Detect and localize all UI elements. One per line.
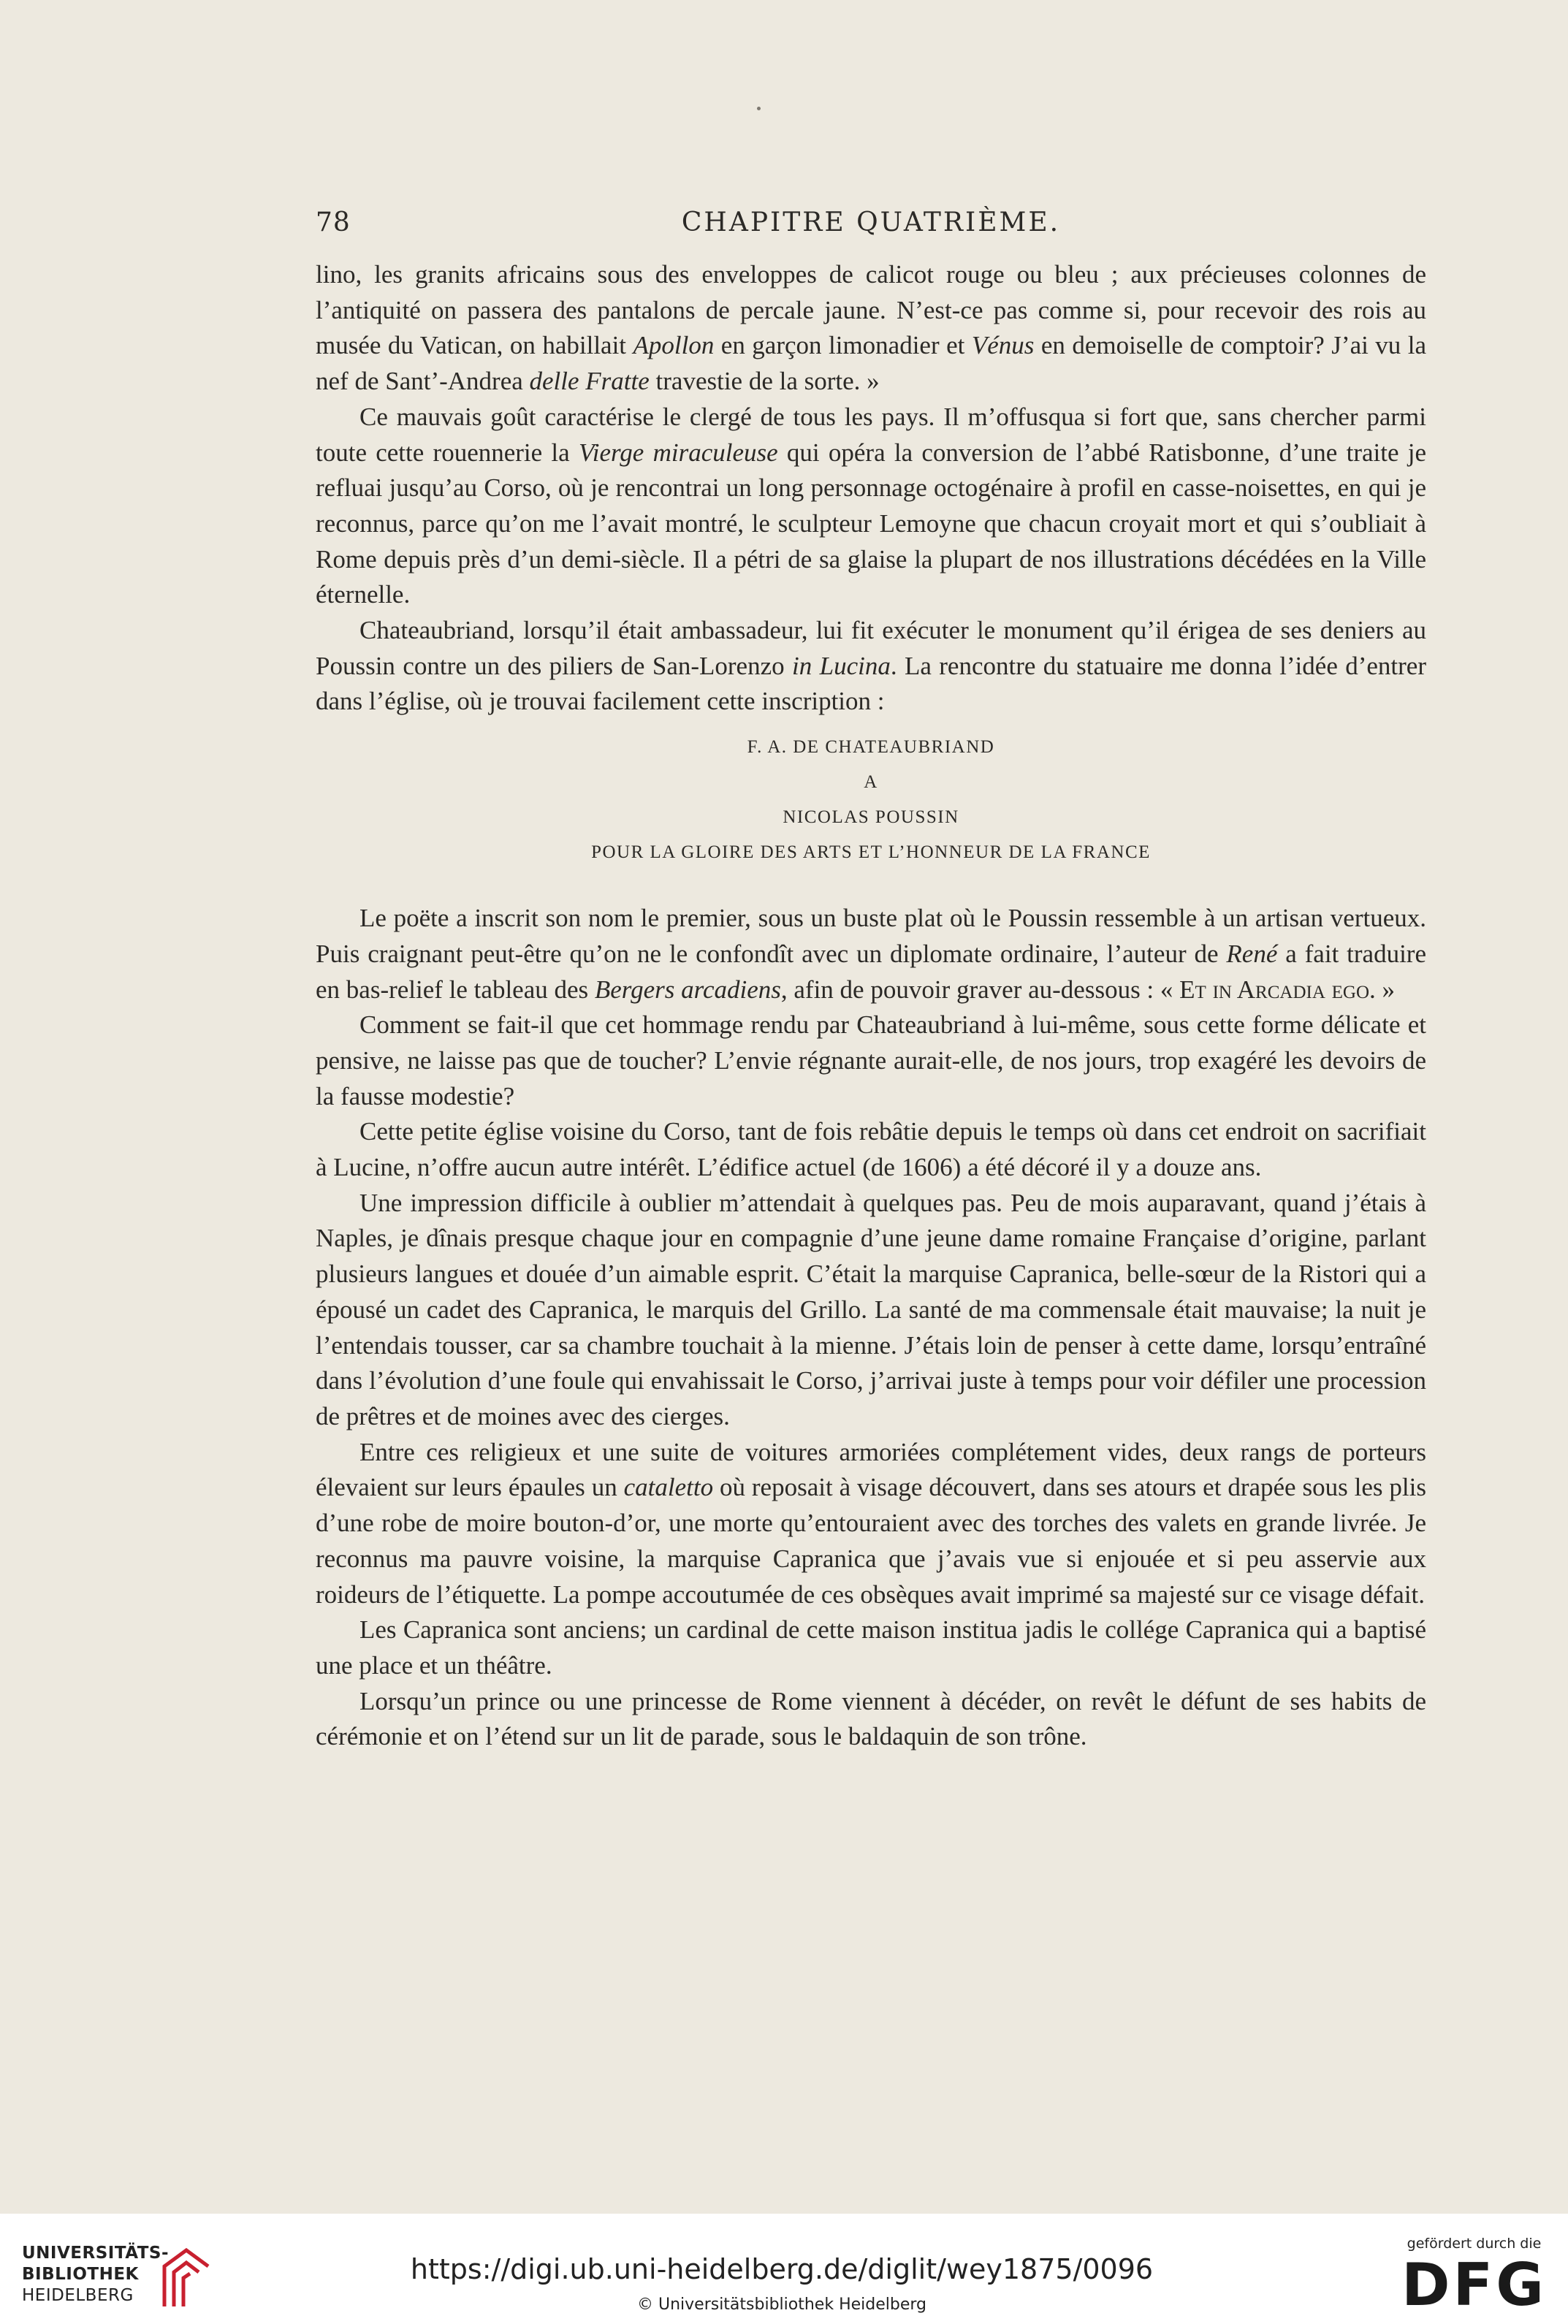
copyright-notice: © Universitätsbibliothek Heidelberg (636, 2296, 926, 2314)
paragraph (316, 613, 1426, 720)
small-caps-run: Et in Arcadia ego (1179, 975, 1370, 1004)
library-name-line: BIBLIOTHEK (22, 2265, 139, 2284)
page-number: 78 (316, 207, 351, 237)
italic-run: René (1226, 939, 1278, 968)
text-run: Chateaubriand, lorsqu’il était ambassadeur, lui fit exécuter le monument qu’il érigea de ses deniers au Poussin contre un des piliers de San-Lorenzo (316, 616, 1426, 680)
permalink-url[interactable]: https://digi.ub.uni-heidelberg.de/diglit/wey1875/0096 (410, 2253, 1154, 2285)
ub-heidelberg-logo-icon[interactable] (153, 2244, 219, 2310)
paragraph (316, 1435, 1426, 1613)
paragraph: Une impression difficile à oublier m’attendait à quelques pas. Peu de mois auparavant, quand j’étais à Naples, je dînais presque chaque jour en compagnie d’une jeune dame romaine Française d’origine, parlant plusieurs langues et douée d’un aimable esprit. C’était la marquise Capranica, belle-sœur de la Ristori qui a épousé un cadet des Capranica, le marquis del Grillo. La santé de ma commensale était mauvaise; la nuit je l’entendais tousser, car sa chambre touchait à la mienne. J’étais loin de penser à cette dame, lorsqu’entraîné dans l’évolution d’une foule qui envahissait le Corso, j’arrivai juste à temps pour voir défiler une procession de prêtres et de moines avec des cierges. (316, 1188, 1426, 1430)
dfg-logo[interactable]: DFG (1401, 2251, 1547, 2319)
paragraph: Comment se fait-il que cet hommage rendu par Chateaubriand à lui-même, sous cette forme délicate et pensive, ne laisse pas que de toucher? L’envie régnante aurait-elle, de nos jours, trop exagéré les devoirs de la fausse modestie? (316, 1010, 1426, 1110)
inscription (316, 730, 1426, 870)
text-run: qui opéra la conversion de l’abbé Ratisbonne, d’une traite je refluai jusqu’au Corso, où je rencontrai un long personnage octogénaire à profil en casse-noisettes, en qui je reconnus, parce qu’on me l’avait montré, le sculpteur Lemoyne que chacun croyait mort et qui s’oubliait à Rome depuis près d’un demi-siècle. Il a pétri de sa glaise la plupart de nos illustrations décédées en la Ville éternelle. (316, 438, 1426, 609)
text-run: . » (1369, 975, 1396, 1004)
paragraph (316, 901, 1426, 1007)
inscription-line: F. A. DE CHATEAUBRIAND (747, 737, 995, 758)
text-run: en demoiselle de comptoir? J’ai vu la nef de Sant’-Andrea (316, 331, 1427, 396)
paragraph (316, 257, 1426, 400)
text-run: où reposait à visage découvert, dans ses atours et drapée sous les plis d’une robe de moire bouton-d’or, une morte qu’entouraient avec des torches des valets en grande livrée. Je reconnus ma pauvre voisine, la marquise Capranica que j’avais vue si enjouée et si peu asservie aux roideurs de l’étiquette. La pompe accoutumée de ces obsèques avait imprimé sa majesté sur ce visage défait. (316, 1473, 1426, 1609)
text-run: en garçon limonadier et (714, 331, 972, 360)
italic-run: in Lucina (792, 651, 891, 680)
library-name[interactable] (22, 2243, 169, 2306)
italic-run: Vierge miraculeuse (578, 438, 778, 467)
body-text (316, 257, 1426, 1755)
library-name-line: UNIVERSITÄTS- (22, 2244, 170, 2263)
text-run: Le poëte a inscrit son nom le premier, sous un buste plat où le Poussin ressemble à un artisan vertueux. Puis craignant peut-être qu’on ne le confondît avec un diplomate ordinaire, l’auteur de (316, 904, 1426, 968)
paragraph: Les Capranica sont anciens; un cardinal de cette maison institua jadis le collége Capranica qui a baptisé une place et un théâtre. (316, 1615, 1426, 1680)
funding-label: gefördert durch die (1407, 2236, 1542, 2252)
italic-run: cataletto (623, 1473, 714, 1502)
chapter-title: CHAPITRE QUATRIÈME. (681, 207, 1061, 237)
inscription-line: A (864, 772, 878, 793)
text-run: Ce mauvais goût caractérise le clergé de tous les pays. Il m’offusqua si fort que, sans chercher parmi toute cette rouennerie la (316, 402, 1426, 467)
paragraph: Cette petite église voisine du Corso, tant de fois rebâtie depuis le temps où dans cet endroit on sacrifiait à Lucine, n’offre aucun autre intérêt. L’édifice actuel (de 1606) a été décoré il y a douze ans. (316, 1117, 1426, 1182)
running-header (316, 207, 1426, 248)
text-run: lino, les granits africains sous des enveloppes de calicot rouge ou bleu ; aux précieuses colonnes de l’antiquité on passera des pantalons de percale jaune. N’est-ce pas comme si, pour recevoir des rois au musée du Vatican, on habillait (316, 260, 1426, 360)
italic-run: Apollon (633, 331, 715, 360)
text-run: Entre ces religieux et une suite de voitures armoriées complétement vides, deux rangs de porteurs élevaient sur leurs épaules un (316, 1437, 1426, 1502)
text-run: travestie de la sorte. » (649, 367, 880, 396)
text-run: a fait traduire en bas-relief le tableau des (316, 939, 1426, 1004)
italic-run: Bergers arcadiens (594, 975, 781, 1004)
italic-run: delle Fratte (529, 367, 650, 396)
inscription-line: NICOLAS POUSSIN (783, 807, 959, 828)
paragraph (316, 400, 1426, 613)
paragraph: Lorsqu’un prince ou une princesse de Rome viennent à décéder, on revêt le défunt de ses habits de cérémonie et on l’étend sur un lit de parade, sous le baldaquin de son trône. (316, 1686, 1426, 1751)
italic-run: Vénus (971, 331, 1035, 360)
text-run: . La rencontre du statuaire me donna l’idée d’entrer dans l’église, où je trouvai facilement cette inscription : (316, 651, 1426, 716)
text-run: , afin de pouvoir graver au-dessous : « (780, 975, 1180, 1004)
paper-speck (757, 107, 761, 110)
inscription-line: POUR LA GLOIRE DES ARTS ET L’HONNEUR DE LA FRANCE (591, 842, 1151, 863)
library-name-line: HEIDELBERG (22, 2286, 134, 2305)
viewer-footer (0, 2214, 1568, 2324)
